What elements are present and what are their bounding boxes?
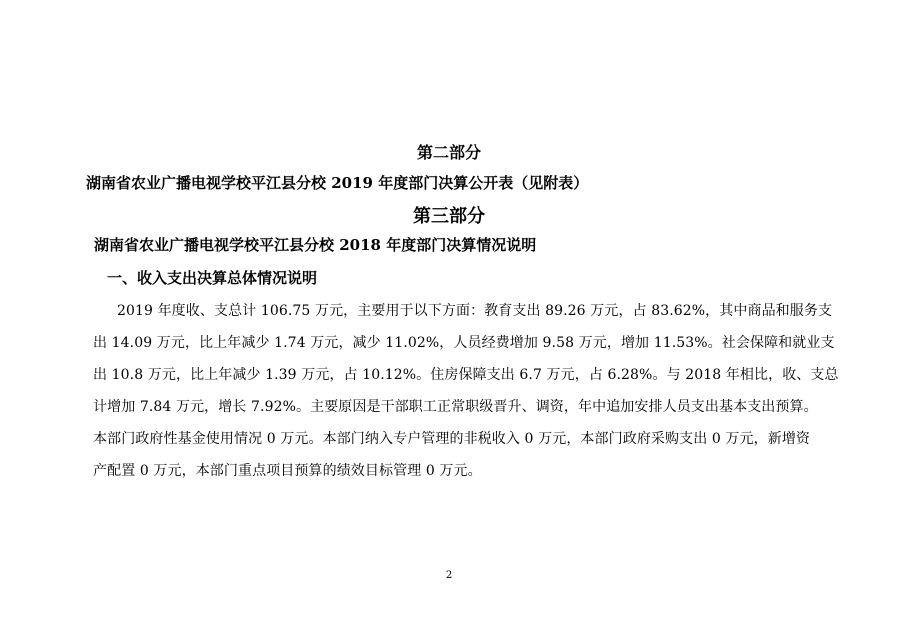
paragraph-line: 出 10.8 万元，比上年减少 1.39 万元，占 10.12%。住房保障支出 6.7 万元，占 6.28%。与 2018 年相比，收、支总 [93,367,839,383]
paragraph-line: 出 14.09 万元，比上年减少 1.74 万元，减少 11.02%，人员经费增加 9.58 万元，增加 11.53%。社会保障和就业支 [93,335,835,351]
final-accounts-2019-title: 湖南省农业广播电视学校平江县分校 2019 年度部门决算公开表（见附表） [86,174,589,192]
paragraph-line: 计增加 7.84 万元，增长 7.92%。主要原因是干部职工正常职级晋升、调资，年中追加安排人员支出基本支出预算。 [93,399,818,415]
paragraph-line: 本部门政府性基金使用情况 0 万元。本部门纳入专户管理的非税收入 0 万元，本部门政府采购支出 0 万元，新增资 [93,431,811,447]
part-three-heading: 第三部分 [413,206,485,227]
paragraph-line: 2019 年度收、支总计 106.75 万元，主要用于以下方面：教育支出 89.26 万元，占 83.62%，其中商品和服务支 [117,303,833,319]
paragraph-line: 产配置 0 万元，本部门重点项目预算的绩效目标管理 0 万元。 [93,463,482,479]
part-two-heading: 第二部分 [416,143,481,162]
section-one-heading: 一、收入支出决算总体情况说明 [107,269,318,287]
page-number: 2 [445,570,453,581]
final-accounts-2018-title: 湖南省农业广播电视学校平江县分校 2018 年度部门决算情况说明 [94,236,537,254]
